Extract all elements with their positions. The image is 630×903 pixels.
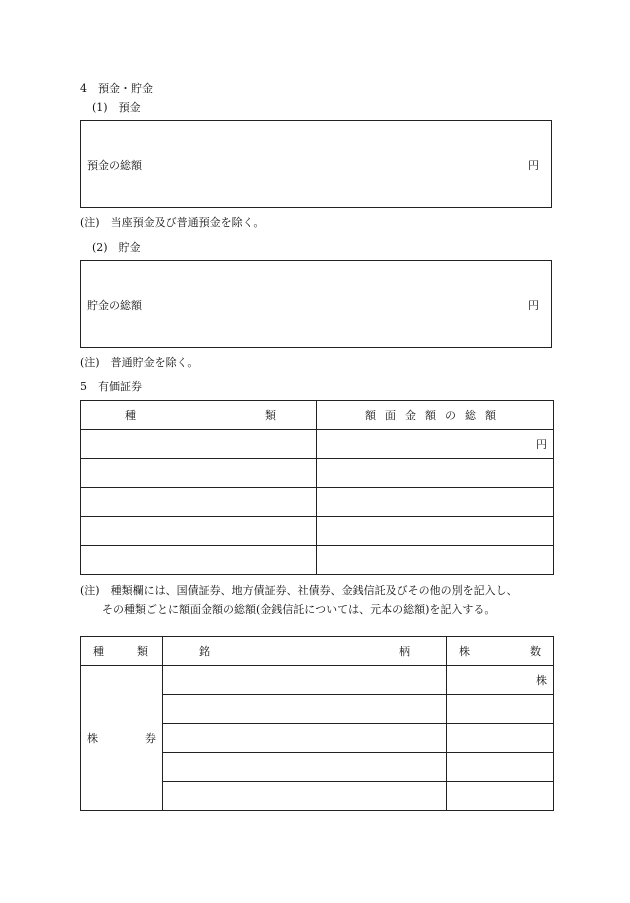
type-cell[interactable] — [81, 430, 317, 459]
issue-cell[interactable] — [163, 724, 447, 753]
securities-note-line2: その種類ごとに額面金額の総額(金銭信託については、元本の総額)を記入する。 — [102, 603, 496, 616]
shares-unit: 株 — [536, 674, 547, 687]
shares-cell[interactable] — [447, 666, 554, 695]
header-type-left: 種 — [93, 645, 104, 658]
amount-cell[interactable] — [317, 517, 554, 546]
header-type-right: 類 — [137, 645, 148, 658]
savings-total-box — [80, 260, 552, 348]
savings-total-unit: 円 — [528, 299, 539, 312]
securities-table — [80, 400, 554, 575]
amount-cell[interactable] — [317, 459, 554, 488]
securities-note-line1: (注) 種類欄には、国債証券、地方債証券、社債券、金銭信託及びその他の別を記入し、 — [80, 584, 518, 597]
issue-cell[interactable] — [163, 753, 447, 782]
yen-unit: 円 — [536, 438, 547, 451]
deposit-total-unit: 円 — [528, 159, 539, 172]
stock-type-cell — [81, 666, 163, 811]
deposit-total-box — [80, 120, 552, 208]
amount-cell[interactable] — [317, 488, 554, 517]
table-row — [81, 666, 554, 695]
shares-cell[interactable] — [447, 724, 554, 753]
issue-cell[interactable] — [163, 782, 447, 811]
amount-cell[interactable] — [317, 430, 554, 459]
issue-cell[interactable] — [163, 695, 447, 724]
table-row — [81, 430, 554, 459]
header-shares — [447, 637, 554, 666]
type-cell[interactable] — [81, 546, 317, 575]
stock-table — [80, 636, 554, 811]
issue-cell[interactable] — [163, 666, 447, 695]
table-row — [81, 459, 554, 488]
stock-type-right: 券 — [145, 732, 156, 745]
header-type — [81, 637, 163, 666]
header-issue-left: 銘 — [199, 645, 210, 658]
deposit-subheading: (1) 預金 — [92, 101, 141, 114]
type-cell[interactable] — [81, 459, 317, 488]
savings-subheading: (2) 貯金 — [92, 241, 141, 254]
header-face-amount: 額面金額の総額 — [317, 401, 554, 430]
table-row — [81, 546, 554, 575]
header-shares-right: 数 — [530, 645, 541, 658]
section5-heading: 5 有価証券 — [80, 380, 142, 393]
table-row — [81, 517, 554, 546]
shares-cell[interactable] — [447, 695, 554, 724]
savings-total-label: 貯金の総額 — [87, 299, 142, 312]
shares-cell[interactable] — [447, 782, 554, 811]
stock-type-left: 株 — [87, 732, 98, 745]
amount-cell[interactable] — [317, 546, 554, 575]
type-cell[interactable] — [81, 488, 317, 517]
header-issue — [163, 637, 447, 666]
section4-heading: 4 預金・貯金 — [80, 82, 153, 95]
table-header-row — [81, 401, 554, 430]
header-type-right: 類 — [265, 409, 276, 422]
deposit-note: (注) 当座預金及び普通預金を除く。 — [80, 216, 265, 229]
header-type-left: 種 — [125, 409, 136, 422]
type-cell[interactable] — [81, 517, 317, 546]
table-row — [81, 488, 554, 517]
table-header-row — [81, 637, 554, 666]
header-shares-left: 株 — [459, 645, 470, 658]
shares-cell[interactable] — [447, 753, 554, 782]
savings-note: (注) 普通貯金を除く。 — [80, 356, 199, 369]
header-issue-right: 柄 — [399, 645, 410, 658]
header-type — [81, 401, 317, 430]
deposit-total-label: 預金の総額 — [87, 159, 142, 172]
